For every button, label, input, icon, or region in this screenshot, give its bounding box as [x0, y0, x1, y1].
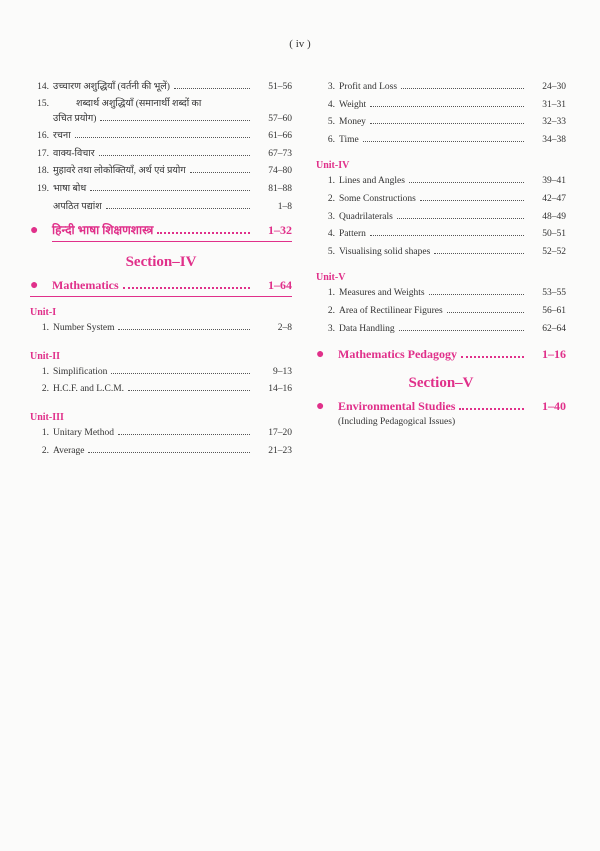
entry-label: Profit and Loss	[339, 82, 398, 92]
toc-entry[interactable]	[30, 382, 292, 400]
unit-iii-list	[30, 426, 292, 461]
entry-number: 2.	[41, 384, 49, 395]
entry-pages: 1–8	[277, 201, 292, 212]
entry-number: 18.	[37, 166, 49, 177]
entry-number: 1.	[327, 288, 335, 299]
bullet-icon: ●	[316, 347, 325, 363]
leader-dots	[128, 382, 250, 391]
entry-pages: 39–41	[542, 176, 566, 187]
toc-entry[interactable]	[30, 98, 292, 112]
leader-dots	[429, 286, 524, 295]
unit-i-heading: Unit-I	[30, 307, 57, 319]
leader-dots	[99, 147, 250, 156]
hindi-pedagogy-entry[interactable]	[30, 219, 292, 241]
entry-label: Measures and Weights	[339, 288, 425, 299]
entry-label: रचना	[53, 131, 71, 142]
toc-entry[interactable]	[30, 200, 292, 218]
entry-pages: 48–49	[542, 211, 566, 222]
toc-entry[interactable]	[30, 182, 292, 200]
entry-label: मुहावरे तथा लोकोक्तियाँ, अर्थ एवं प्रयोग	[53, 166, 186, 177]
entry-number: 5.	[327, 246, 335, 257]
toc-entry[interactable]	[316, 192, 566, 210]
entry-pages: 9–13	[273, 366, 292, 377]
leader-dots	[459, 398, 524, 410]
entry-label: Weight	[339, 99, 367, 110]
leader-dots	[397, 210, 524, 219]
entry-number: 1.	[41, 366, 49, 377]
entry-pages: 74–80	[268, 166, 292, 177]
math-pedagogy-entry[interactable]	[316, 343, 566, 365]
entry-pages: 56–61	[542, 305, 566, 316]
toc-entry[interactable]	[316, 98, 566, 116]
unit-iv-heading: Unit-IV	[316, 160, 350, 172]
unit-iii-continued-list	[316, 80, 566, 150]
toc-entry[interactable]	[30, 129, 292, 147]
entry-number: 1.	[41, 427, 49, 438]
hindi-topic-list	[30, 80, 292, 217]
entry-pages: 17–20	[268, 427, 292, 438]
leader-dots	[434, 245, 524, 254]
page-number: ( iv )	[289, 38, 311, 50]
leader-dots	[190, 164, 250, 173]
entry-pages: 81–88	[268, 183, 292, 194]
entry-label: Money	[339, 117, 366, 128]
toc-entry[interactable]	[316, 210, 566, 228]
bullet-icon: ●	[316, 399, 325, 415]
entry-number: 15.	[37, 98, 49, 109]
entry-pages: 21–23	[268, 445, 292, 456]
leader-dots	[106, 200, 250, 209]
entry-label: H.C.F. and L.C.M.	[53, 384, 125, 395]
entry-pages: 1–64	[268, 278, 292, 293]
leader-dots	[363, 133, 524, 142]
leader-dots	[118, 426, 250, 435]
unit-iii-heading: Unit-III	[30, 411, 64, 423]
divider	[52, 241, 292, 242]
unit-iv-list	[316, 174, 566, 262]
entry-number: 4.	[327, 229, 335, 240]
toc-entry[interactable]	[316, 174, 566, 192]
toc-entry[interactable]	[30, 321, 292, 339]
entry-pages: 1–16	[542, 347, 566, 362]
entry-label: Some Constructions	[339, 193, 416, 204]
entry-label: Quadrilaterals	[339, 211, 393, 222]
entry-pages: 51–56	[268, 82, 292, 92]
entry-label: Pattern	[339, 229, 366, 240]
section-v-heading: Section–V	[408, 375, 474, 392]
leader-dots	[100, 112, 250, 121]
bullet-icon: ●	[30, 223, 39, 239]
entry-pages: 24–30	[542, 82, 566, 92]
entry-pages: 52–52	[542, 246, 566, 257]
toc-entry[interactable]	[30, 164, 292, 182]
toc-left-column	[30, 80, 292, 461]
entry-label: Unitary Method	[53, 427, 114, 438]
entry-number: 17.	[37, 148, 49, 159]
leader-dots	[157, 222, 250, 234]
toc-entry[interactable]	[30, 365, 292, 383]
leader-dots	[370, 115, 524, 124]
unit-v-heading: Unit-V	[316, 272, 346, 284]
entry-label: अपठित पद्यांश	[53, 201, 102, 212]
bullet-icon: ●	[30, 278, 39, 294]
evs-note: (Including Pedagogical Issues)	[338, 417, 456, 428]
entry-pages: 42–47	[542, 193, 566, 204]
entry-pages: 50–51	[542, 229, 566, 240]
entry-number: 1.	[41, 323, 49, 334]
entry-number: 19.	[37, 183, 49, 194]
unit-v-list	[316, 286, 566, 339]
leader-dots	[370, 98, 524, 107]
entry-label: Time	[339, 134, 359, 145]
toc-entry[interactable]	[30, 112, 292, 130]
leader-dots	[123, 277, 250, 289]
toc-entry[interactable]	[30, 80, 292, 98]
toc-right-column	[316, 80, 566, 431]
entry-pages: 57–60	[268, 113, 292, 124]
entry-number: 2.	[41, 445, 49, 456]
entry-number: 2.	[327, 193, 335, 204]
entry-label: Simplification	[53, 366, 108, 377]
entry-pages: 34–38	[542, 134, 566, 145]
unit-ii-heading: Unit-II	[30, 350, 61, 362]
unit-i-list	[30, 321, 292, 339]
toc-entry[interactable]	[30, 426, 292, 444]
leader-dots	[75, 129, 250, 138]
entry-label: शब्दार्थ अशुद्धियाँ (समानार्थी शब्दों का	[76, 98, 202, 109]
entry-pages: 1–32	[268, 223, 292, 238]
entry-pages: 32–33	[542, 117, 566, 128]
toc-entry[interactable]	[316, 322, 566, 340]
entry-label: Area of Rectilinear Figures	[339, 305, 443, 316]
leader-dots	[399, 322, 524, 331]
entry-number: 6.	[327, 134, 335, 145]
toc-entry[interactable]	[316, 133, 566, 151]
toc-entry[interactable]	[316, 304, 566, 322]
entry-number: 2.	[327, 305, 335, 316]
entry-label: Mathematics	[52, 278, 119, 293]
entry-pages: 2–8	[277, 323, 292, 334]
leader-dots	[90, 182, 250, 191]
toc-entry[interactable]	[316, 115, 566, 133]
leader-dots	[88, 444, 250, 453]
entry-label: Environmental Studies	[338, 399, 456, 414]
entry-number: 1.	[327, 176, 335, 187]
entry-pages: 67–73	[268, 148, 292, 159]
entry-pages: 61–66	[268, 131, 292, 142]
section-iv-heading: Section–IV	[125, 254, 197, 271]
entry-label: Visualising solid shapes	[339, 246, 431, 257]
unit-ii-list	[30, 365, 292, 400]
mathematics-entry[interactable]	[30, 274, 292, 296]
toc-entry[interactable]	[30, 444, 292, 462]
leader-dots	[118, 321, 250, 330]
entry-number: 5.	[327, 117, 335, 128]
divider	[30, 296, 292, 297]
entry-pages: 31–31	[542, 99, 566, 110]
leader-dots	[447, 304, 524, 313]
entry-label: हिन्दी भाषा शिक्षणशास्त्र	[52, 223, 154, 238]
entry-label: Mathematics Pedagogy	[338, 347, 457, 362]
entry-label: भाषा बोध	[53, 183, 87, 194]
leader-dots	[461, 346, 524, 358]
entry-pages: 14–16	[268, 384, 292, 395]
toc-entry[interactable]	[316, 80, 566, 98]
entry-number: 4.	[327, 99, 335, 110]
entry-label: उच्चारण अशुद्धियाँ (वर्तनी की भूलें)	[53, 82, 170, 92]
evs-entry[interactable]	[316, 395, 566, 417]
entry-label: Number System	[53, 323, 115, 334]
leader-dots	[401, 80, 524, 89]
entry-label: वाक्य-विचार	[53, 148, 95, 159]
entry-pages: 1–40	[542, 399, 566, 414]
entry-number: 3.	[327, 82, 335, 92]
entry-number: 3.	[327, 323, 335, 334]
entry-number: 3.	[327, 211, 335, 222]
entry-number: 16.	[37, 131, 49, 142]
entry-label: Data Handling	[339, 323, 395, 334]
leader-dots	[111, 365, 250, 374]
leader-dots	[174, 80, 250, 89]
toc-entry[interactable]	[316, 227, 566, 245]
entry-number: 14.	[37, 82, 49, 92]
entry-pages: 53–55	[542, 288, 566, 299]
leader-dots	[409, 174, 524, 183]
toc-entry[interactable]	[316, 245, 566, 263]
toc-entry[interactable]	[316, 286, 566, 304]
leader-dots	[370, 227, 524, 236]
entry-label: Lines and Angles	[339, 176, 405, 187]
entry-label: उचित प्रयोग)	[53, 113, 97, 124]
entry-pages: 62–64	[542, 323, 566, 334]
toc-entry[interactable]	[30, 147, 292, 165]
leader-dots	[420, 192, 524, 201]
entry-label: Average	[53, 445, 85, 456]
